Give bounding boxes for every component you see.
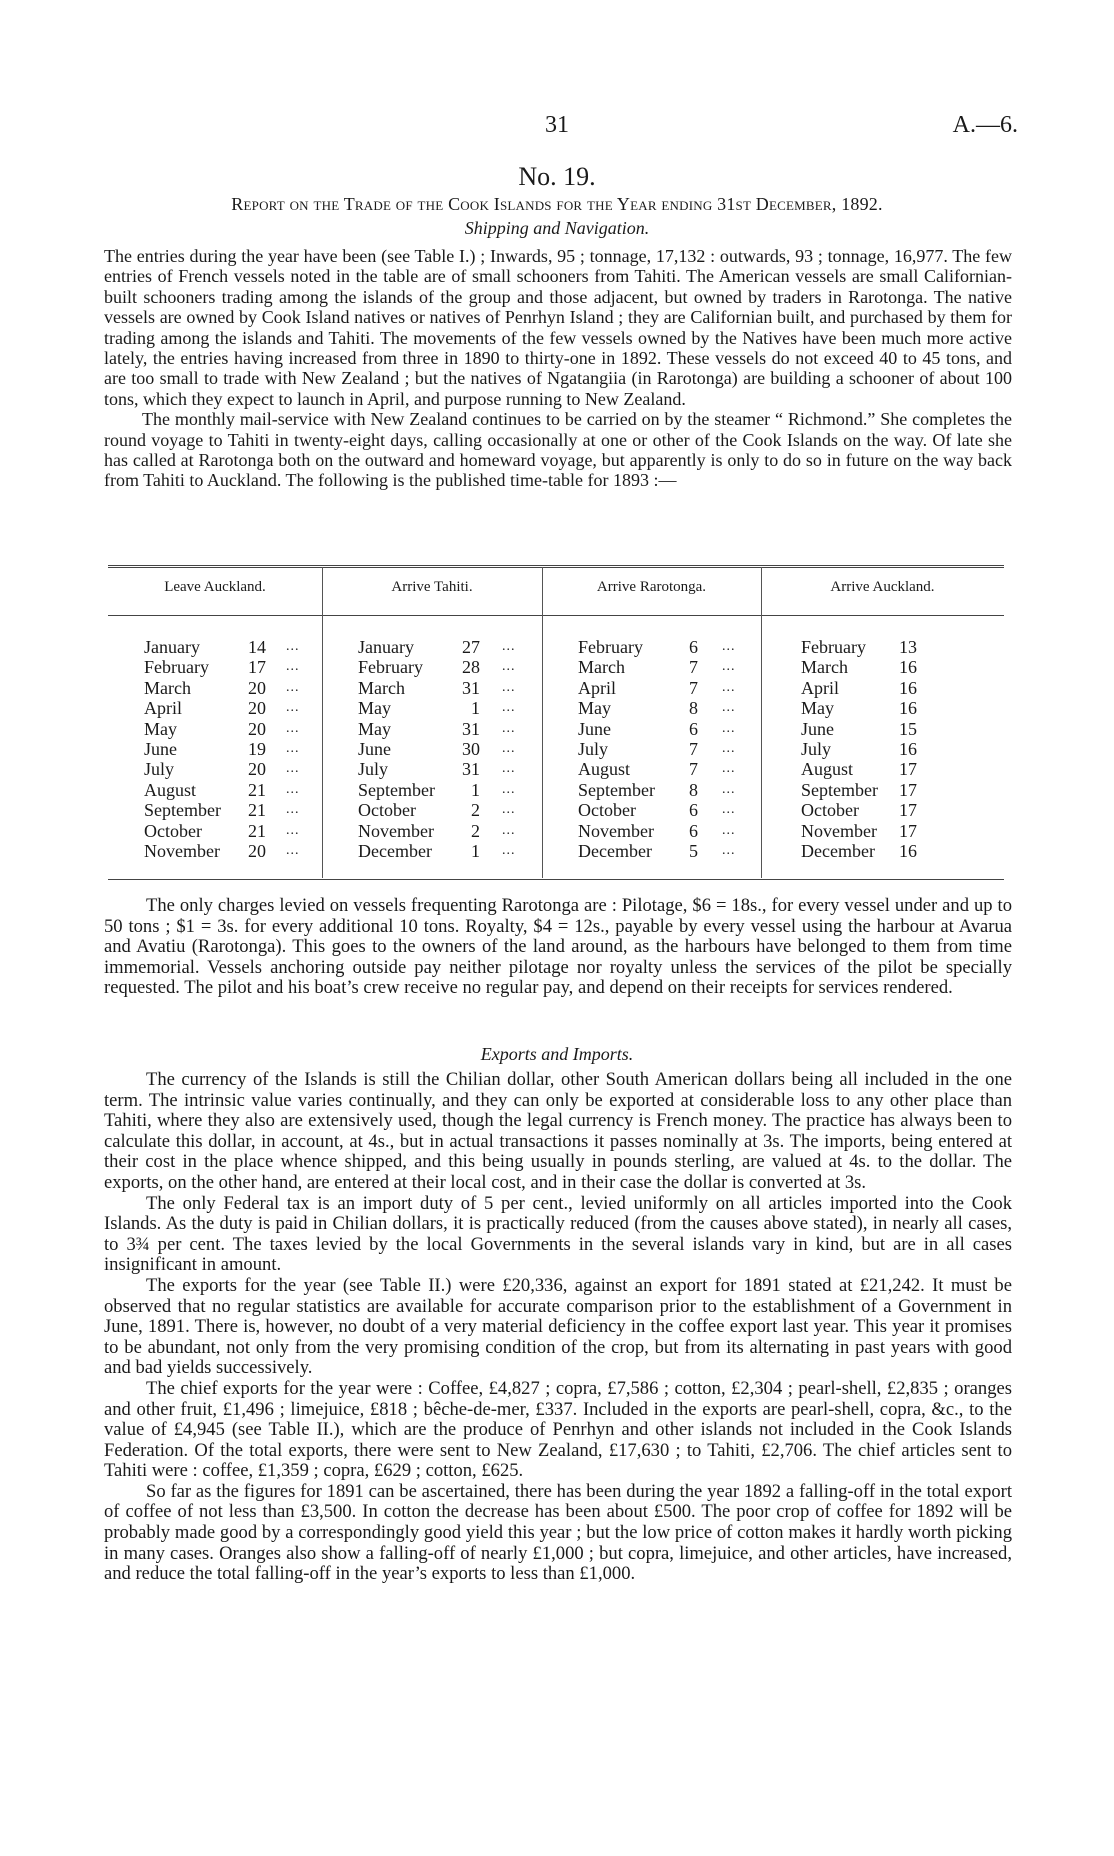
- month: April: [801, 677, 839, 698]
- day: 15: [899, 718, 917, 739]
- day: 20: [248, 759, 266, 780]
- month: June: [358, 738, 391, 759]
- month: September: [358, 779, 435, 800]
- leader-dots: ...: [286, 822, 300, 838]
- column-header: Arrive Tahiti.: [391, 579, 473, 595]
- month: March: [358, 677, 405, 698]
- timetable-row: [322, 657, 542, 677]
- day: 2: [471, 800, 480, 821]
- month: December: [801, 840, 875, 861]
- day: 21: [248, 800, 266, 821]
- month: August: [144, 779, 197, 800]
- month: July: [358, 759, 389, 780]
- day: 8: [689, 779, 698, 800]
- timetable-row: [542, 800, 761, 820]
- month: May: [144, 718, 177, 739]
- leader-dots: ...: [722, 781, 736, 797]
- month: February: [801, 637, 866, 657]
- day: 17: [899, 759, 917, 780]
- month: May: [801, 698, 834, 719]
- leader-dots: ...: [502, 639, 516, 654]
- day: 20: [248, 840, 266, 861]
- day: 7: [689, 738, 698, 759]
- timetable-column: [761, 565, 1004, 885]
- day: 16: [899, 677, 917, 698]
- day: 17: [899, 779, 917, 800]
- timetable-column: [108, 565, 322, 885]
- day: 8: [689, 698, 698, 719]
- timetable-row: [322, 678, 542, 698]
- exports-paragraph: The currency of the Islands is still the Chilian dollar, other South American dollars being all included in the one term. The intrinsic value varies continually, and they can only be exported at considerable loss to any other place than Tahiti, where they also are extensively used, though the legal currency is French money. The practice has always been to calculate this dollar, in account, at 4s., but in actual transactions it passes nominally at 3s. The imports, being entered at their cost in the place whence shipped, and this being usually in pounds sterling, are valued at 4s. to the dollar. The exports, on the other hand, are entered at their local cost, and in their case the dollar is converted at 3s.: [104, 1069, 1012, 1193]
- timetable-row: [542, 719, 761, 739]
- day: 19: [248, 738, 266, 759]
- timetable-row: [761, 780, 1004, 800]
- day: 16: [899, 738, 917, 759]
- month: February: [578, 637, 643, 657]
- timetable-row: [108, 759, 322, 779]
- leader-dots: ...: [502, 700, 516, 716]
- month: November: [801, 820, 877, 841]
- exports-text: [104, 1070, 1012, 1585]
- column-header: Arrive Rarotonga.: [596, 579, 707, 595]
- timetable-row: [542, 759, 761, 779]
- timetable-row: [761, 678, 1004, 698]
- timetable-row: [108, 780, 322, 800]
- leader-dots: ...: [286, 659, 300, 675]
- month: May: [578, 698, 611, 719]
- day: 31: [462, 718, 480, 739]
- timetable-row: [761, 657, 1004, 677]
- day: 16: [899, 840, 917, 861]
- day: 5: [689, 840, 698, 861]
- timetable-row: [108, 678, 322, 698]
- leader-dots: ...: [502, 802, 516, 818]
- timetable-row: [761, 739, 1004, 759]
- timetable-row: [542, 841, 761, 861]
- timetable-row: [761, 759, 1004, 779]
- column-header: Leave Auckland.: [164, 579, 266, 595]
- shipping-text: [104, 246, 1012, 491]
- timetable-row: [542, 678, 761, 698]
- month: June: [578, 718, 611, 739]
- leader-dots: ...: [722, 659, 736, 675]
- day: 30: [462, 738, 480, 759]
- leader-dots: ...: [502, 842, 516, 858]
- month: January: [144, 637, 200, 657]
- leader-dots: ...: [502, 720, 516, 736]
- shipping-paragraph: The monthly mail-service with New Zealand continues to be carried on by the steamer “ Richmond.” She completes the round voyage to Tahiti in twenty-eight days, calling occasionally at one or other of the Cook Islands on the way. Of late she has called at Rarotonga both on the outward and homeward voyage, but apparently is only to do so in future on the way back from Tahiti to Auckland. The following is the published time-table for 1893 :—: [104, 409, 1012, 491]
- page-number: 31: [545, 112, 569, 138]
- day: 31: [462, 677, 480, 698]
- timetable-row: [761, 719, 1004, 739]
- leader-dots: ...: [286, 761, 300, 777]
- month: October: [801, 800, 859, 821]
- month: July: [144, 759, 175, 780]
- month: June: [144, 738, 177, 759]
- leader-dots: ...: [722, 802, 736, 818]
- month: November: [578, 820, 654, 841]
- month: April: [144, 698, 182, 719]
- month: September: [578, 779, 655, 800]
- month: June: [801, 718, 834, 739]
- month: November: [144, 840, 220, 861]
- timetable-row: [322, 841, 542, 861]
- section-heading-exports: Exports and Imports.: [480, 1044, 634, 1064]
- leader-dots: ...: [286, 720, 300, 736]
- day: 20: [248, 718, 266, 739]
- timetable-row: [108, 698, 322, 718]
- month: July: [801, 738, 832, 759]
- timetable-row: [322, 698, 542, 718]
- month: February: [358, 657, 423, 678]
- day: 1: [471, 779, 480, 800]
- month: December: [358, 840, 432, 861]
- day: 7: [689, 677, 698, 698]
- day: 17: [248, 657, 266, 678]
- timetable-row: [761, 637, 1004, 657]
- month: May: [358, 718, 391, 739]
- day: 21: [248, 820, 266, 841]
- leader-dots: ...: [722, 679, 736, 695]
- timetable-row: [542, 780, 761, 800]
- leader-dots: ...: [286, 639, 300, 654]
- day: 6: [689, 718, 698, 739]
- timetable-row: [108, 821, 322, 841]
- report-title: Report on the Trade of the Cook Islands for the Year ending 31st December, 1892.: [231, 194, 883, 214]
- leader-dots: ...: [502, 822, 516, 838]
- timetable-row: [542, 698, 761, 718]
- month: October: [578, 800, 636, 821]
- exports-paragraph: So far as the figures for 1891 can be ascertained, there has been during the year 1892 a falling-off in the total export of coffee of not less than £3,500. In cotton the decrease has been about £500. The poor crop of coffee for 1892 will be probably made good by a correspondingly good yield this year ; but the low price of cotton makes it hardly worth picking in many cases. Oranges also show a falling-off of nearly £1,000 ; but copra, limejuice, and other articles, have increased, and reduce the total falling-off in the year’s exports to less than £1,000.: [104, 1480, 1012, 1585]
- timetable-column: [542, 565, 761, 885]
- month: January: [358, 637, 414, 657]
- month: October: [144, 820, 202, 841]
- timetable-column: [322, 565, 542, 885]
- timetable-row: [761, 800, 1004, 820]
- month: November: [358, 820, 434, 841]
- timetable-row: [108, 657, 322, 677]
- month: August: [578, 759, 631, 780]
- day: 16: [899, 698, 917, 719]
- timetable-row: [761, 841, 1004, 861]
- month: May: [358, 698, 391, 719]
- month: March: [578, 657, 625, 678]
- month: September: [144, 800, 221, 821]
- leader-dots: ...: [286, 842, 300, 858]
- timetable-row: [761, 821, 1004, 841]
- report-number: No. 19.: [518, 162, 596, 191]
- month: December: [578, 840, 652, 861]
- timetable-row: [108, 800, 322, 820]
- exports-paragraph: The only Federal tax is an import duty of 5 per cent., levied uniformly on all articles imported into the Cook Islands. As the duty is paid in Chilian dollars, it is practically reduced (from the causes above stated), in nearly all cases, to 3¾ per cent. The taxes levied by the local Governments in the several islands vary in kind, but are in all cases insignificant in amount.: [104, 1192, 1012, 1276]
- day: 6: [689, 820, 698, 841]
- day: 17: [899, 800, 917, 821]
- leader-dots: ...: [286, 700, 300, 716]
- day: 17: [899, 820, 917, 841]
- section-heading-shipping: Shipping and Navigation.: [464, 218, 650, 238]
- timetable-row: [761, 698, 1004, 718]
- leader-dots: ...: [722, 842, 736, 858]
- day: 6: [689, 637, 698, 657]
- leader-dots: ...: [722, 822, 736, 838]
- day: 20: [248, 677, 266, 698]
- day: 13: [899, 637, 917, 657]
- leader-dots: ...: [286, 781, 300, 797]
- day: 16: [899, 657, 917, 678]
- leader-dots: ...: [502, 740, 516, 756]
- month: March: [144, 677, 191, 698]
- day: 28: [462, 657, 480, 678]
- leader-dots: ...: [722, 720, 736, 736]
- day: 31: [462, 759, 480, 780]
- leader-dots: ...: [502, 781, 516, 797]
- timetable-row: [108, 637, 322, 657]
- day: 1: [471, 698, 480, 719]
- mail-timetable: [108, 565, 1004, 885]
- month: February: [144, 657, 209, 678]
- timetable-row: [322, 821, 542, 841]
- timetable-row: [542, 739, 761, 759]
- day: 27: [462, 637, 480, 657]
- day: 2: [471, 820, 480, 841]
- leader-dots: ...: [722, 761, 736, 777]
- timetable-row: [322, 759, 542, 779]
- leader-dots: ...: [286, 679, 300, 695]
- timetable-row: [322, 800, 542, 820]
- timetable-row: [322, 719, 542, 739]
- day: 1: [471, 840, 480, 861]
- leader-dots: ...: [286, 802, 300, 818]
- exports-paragraph: The exports for the year (see Table II.) were £20,336, against an export for 1891 stated at £21,242. It must be observed that no regular statistics are available for accurate comparison prior to the establishment of a Government in June, 1891. There is, however, no doubt of a very material deficiency in the coffee export last year. This year it promises to be abundant, not only from the very promising condition of the crop, but from its alternating in past years with good and bad yields successively.: [104, 1274, 1012, 1379]
- month: April: [578, 677, 616, 698]
- charges-paragraph: The only charges levied on vessels frequenting Rarotonga are : Pilotage, $6 = 18s., for every vessel under and up to 50 tons ; $1 = 3s. for every additional 10 tons. Royalty, $4 = 12s., payable by every vessel using the harbour at Avarua and Avatiu (Rarotonga). This goes to the owners of the land around, as the harbours have belonged to them from time immemorial. Vessels anchoring outside pay neither pilotage nor royalty unless the services of the pilot be specially requested. The pilot and his boat’s crew receive no regular pay, and depend on their receipts for services rendered.: [104, 895, 1012, 999]
- column-header: Arrive Auckland.: [830, 579, 935, 595]
- day: 7: [689, 657, 698, 678]
- month: March: [801, 657, 848, 678]
- timetable-row: [108, 739, 322, 759]
- timetable-row: [322, 637, 542, 657]
- leader-dots: ...: [286, 740, 300, 756]
- timetable-row: [542, 821, 761, 841]
- leader-dots: ...: [722, 700, 736, 716]
- day: 7: [689, 759, 698, 780]
- charges-text: [104, 896, 1012, 999]
- shipping-paragraph: The entries during the year have been (see Table I.) ; Inwards, 95 ; tonnage, 17,132 : outwards, 93 ; tonnage, 16,977. The few entries of French vessels noted in the table are of small schooners from Tahiti. The American vessels are small Californian-built schooners trading among the islands of the group and those adjacent, but owned by traders in Rarotonga. The native vessels are owned by Cook Island natives or natives of Penrhyn Island ; they are Californian built, and purchased by them for trading among the islands and Tahiti. The movements of the few vessels owned by the Natives have been much more active lately, the entries having increased from three in 1890 to thirty-one in 1892. These vessels do not exceed 40 to 45 tons, and are too small to trade with New Zealand ; but the natives of Ngatangiia (in Rarotonga) are building a schooner of about 100 tons, which they expect to launch in April, and purpose running to New Zealand.: [104, 246, 1012, 409]
- document-reference: A.—6.: [952, 112, 1018, 138]
- timetable-row: [108, 719, 322, 739]
- day: 20: [248, 698, 266, 719]
- leader-dots: ...: [502, 679, 516, 695]
- day: 21: [248, 779, 266, 800]
- exports-paragraph: The chief exports for the year were : Coffee, £4,827 ; copra, £7,586 ; cotton, £2,304 ; pearl-shell, £2,835 ; oranges and other fruit, £1,496 ; limejuice, £818 ; bêche-de-mer, £337. Included in the exports are pearl-shell, copra, &c., to the value of £4,945 (see Table II.), which are the produce of Penrhyn and other islands not included in the Cook Islands Federation. Of the total exports, there were sent to New Zealand, £17,630 ; to Tahiti, £2,706. The chief articles sent to Tahiti were : coffee, £1,359 ; copra, £629 ; cotton, £625.: [104, 1377, 1012, 1482]
- leader-dots: ...: [722, 740, 736, 756]
- day: 14: [248, 637, 266, 657]
- timetable-row: [542, 657, 761, 677]
- leader-dots: ...: [722, 639, 736, 654]
- day: 6: [689, 800, 698, 821]
- timetable-row: [108, 841, 322, 861]
- month: July: [578, 738, 609, 759]
- month: September: [801, 779, 878, 800]
- month: August: [801, 759, 854, 780]
- month: October: [358, 800, 416, 821]
- timetable-row: [322, 780, 542, 800]
- timetable-row: [322, 739, 542, 759]
- timetable-row: [542, 637, 761, 657]
- leader-dots: ...: [502, 659, 516, 675]
- leader-dots: ...: [502, 761, 516, 777]
